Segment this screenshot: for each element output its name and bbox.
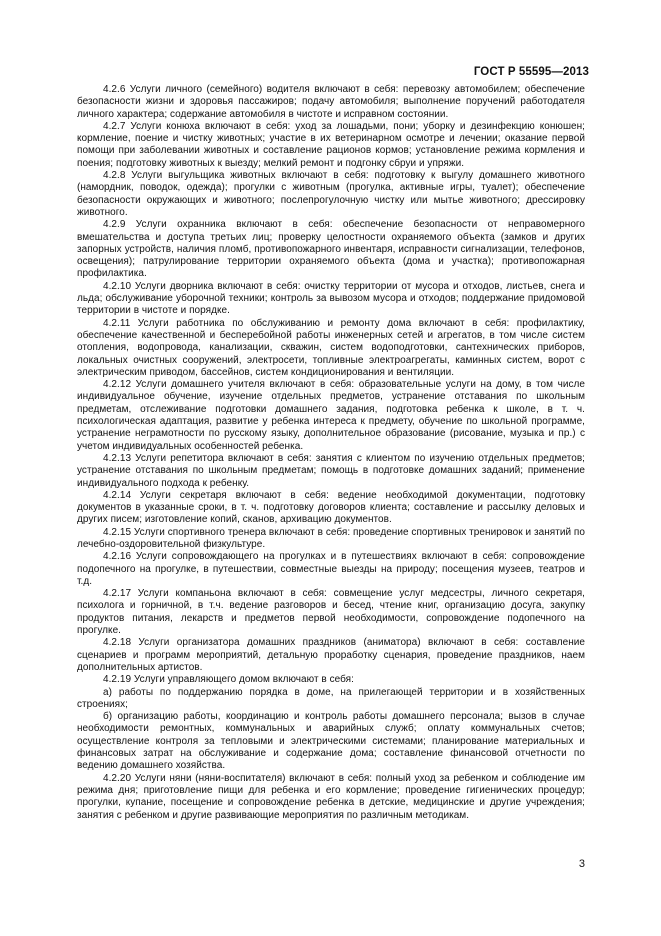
paragraph-4-2-18: 4.2.18 Услуги организатора домашних праздников (аниматора) включают в себя: составление сценариев и программ мероприятий, детальную проработку сценария, проведение праздников, наем дополнительных артистов. [77,637,585,673]
paragraph-4-2-9: 4.2.9 Услуги охранника включают в себя: обеспечение безопасности от неправомерного вмешательства и доступа третьих лиц; проверку целостности охраняемого объекта (замков и других запорных устройств, наличия пломб, противопожарного инвентаря, исправности сигнализации, телефонов, освещения); патрулирование территории охраняемого объекта (дома и участка); противопожарная профилактика. [77,219,585,280]
paragraph-4-2-19: 4.2.19 Услуги управляющего домом включают в себя: [103,674,354,686]
paragraph-4-2-11: 4.2.11 Услуги работника по обслуживанию и ремонту дома включают в себя: профилактику, обеспечение качественной и бесперебойной работы инженерных сетей и агрегатов, в том числе систем отопления, водопровода, канализации, скважин, систем водоподготовки, сантехнических приборов, локальных очистных сооружений, электросети, топливные электроагрегаты, каминных систем, ворот с электрическим приводом, бассейнов, систем кондиционирования и вентиляции. [77,317,585,378]
paragraph-4-2-17: 4.2.17 Услуги компаньона включают в себя: совмещение услуг медсестры, личного секретаря, психолога и горничной, в т.ч. ведение разговоров и бесед, чтение книг, организацию досуга, закупку продуктов питания, лекарств и предметов первой необходимости, сопровождение подопечного на прогулке. [77,588,585,637]
paragraph-4-2-7: 4.2.7 Услуги конюха включают в себя: уход за лошадьми, пони; уборку и дезинфекцию конюшен; кормление, поение и чистку животных; участие в их ветеринарном осмотре и лечении; оказание первой помощи при заболевании животных и составление рационов кормов; установление режима кормления и поения; подготовку животных к выезду; мелкий ремонт и подгонку сбруи и упряжи. [77,120,585,169]
page-number: 3 [578,858,585,870]
paragraph-4-2-15: 4.2.15 Услуги спортивного тренера включают в себя: проведение спортивных тренировок и занятий по лечебно-оздоровительной физкультуре. [77,526,585,550]
paragraph-4-2-14: 4.2.14 Услуги секретаря включают в себя: ведение необходимой документации, подготовку документов в указанные сроки, в т. ч. подготовку договоров клиента; составление и рассылку деловых и других писем; изготовление копий, сканов, архивацию документов. [77,489,585,526]
paragraph-4-2-19-a: а) работы по поддержанию порядка в доме, на прилегающей территории и в хозяйственных строениях; [77,686,585,710]
paragraph-4-2-6: 4.2.6 Услуги личного (семейного) водителя включают в себя: перевозку автомобилем; обеспечение безопасности жизни и здоровья пассажиров; подачу автомобиля; выполнение поручений работодателя личного характера; содержание автомобиля в чистоте и исправном состоянии. [77,84,585,120]
paragraph-4-2-8: 4.2.8 Услуги выгульщика животных включают в себя: подготовку к выгулу домашнего животного (намордник, поводок, одежда); прогулки с животным (прогулка, активные игры, туалет); обеспечение безопасности окружающих и животного; послепрогулочную чистку или мытье животного; дрессировку животного. [77,170,585,218]
paragraph-4-2-10: 4.2.10 Услуги дворника включают в себя: очистку территории от мусора и отходов, листьев, снега и льда; обслуживание уборочной техники; контроль за вывозом мусора и отходов; поддержание придомовой территории в чистоте и порядке. [77,280,585,317]
document-header-id: ГОСТ Р 55595—2013 [473,66,589,78]
paragraph-4-2-13: 4.2.13 Услуги репетитора включают в себя: занятия с клиентом по изучению отдельных предметов; устранение отставания по школьным предметам; помощь в подготовке домашних заданий; применение индивидуального подхода к ребенку. [77,452,585,489]
paragraph-4-2-20: 4.2.20 Услуги няни (няни-воспитателя) включают в себя: полный уход за ребенком и соблюдение им режима дня; приготовление пищи для ребенка и его кормление; проведение гигиенических процедур; прогулки, купание, посещение и сопровождение ребенка в детские, медицинские и другие учреждения; занятия с ребенком и другие развивающие мероприятия по различным методикам. [77,772,585,821]
paragraph-4-2-12: 4.2.12 Услуги домашнего учителя включают в себя: образовательные услуги на дому, в том числе индивидуальное обучение, изучение отдельных предметов, устранение отставания по школьным предметам, отслеживание подготовки домашнего задания, подготовка ребенка к школе, в т. ч. психологическая адаптация, развитие у ребенка интереса к предмету, обучение по школьной программе, устранение неграмотности по русскому языку, дополнительное образование (рисование, музыка и пр.) с учетом индивидуальных особенностей ребенка. [77,379,585,452]
paragraph-4-2-19-b: б) организацию работы, координацию и контроль работы домашнего персонала; вызов в случае необходимости ремонтных, коммунальных и аварийных служб; оплату коммунальных счетов; осуществление контроля за тепловыми и электрическими системами; планирование материальных и финансовых затрат на обслуживание и содержание дома; составление финансовой отчетности по ведению домашнего хозяйства. [77,711,585,772]
document-body [77,84,585,822]
paragraph-4-2-16: 4.2.16 Услуги сопровождающего на прогулках и в путешествиях включают в себя: сопровождение подопечного на прогулке, в путешествии, совместные выезды на природу; посещения музеев, театров и т.д. [77,551,585,587]
